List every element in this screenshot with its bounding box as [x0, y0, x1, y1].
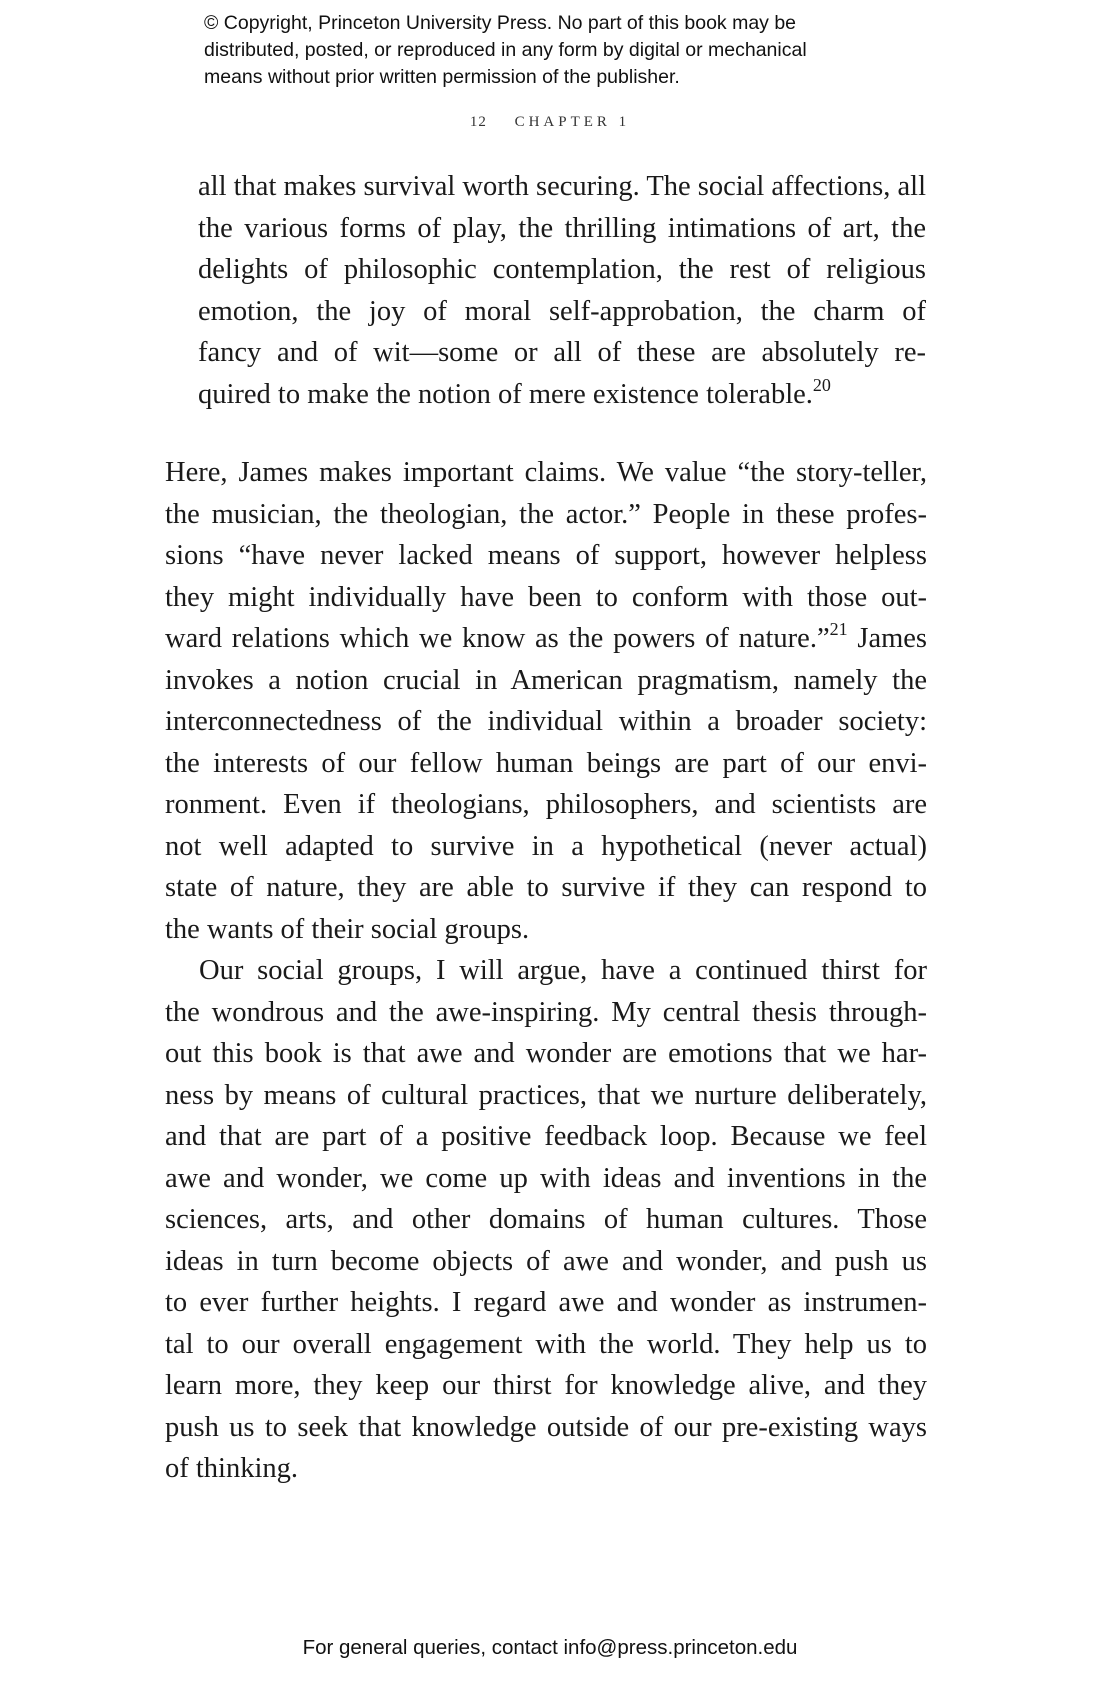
body-line: awe and wonder, we come up with ideas and inventions in the	[165, 1162, 927, 1194]
paragraph	[165, 452, 927, 950]
body-line: of thinking.	[165, 1453, 298, 1484]
quote-line: the various forms of play, the thrilling intimations of art, the	[198, 212, 926, 244]
quote-last-text: quired to make the notion of mere existence tolerable.	[198, 378, 813, 410]
copyright-line: © Copyright, Princeton University Press. No part of this book may be	[204, 12, 797, 34]
body-line-text: James	[847, 623, 928, 654]
body-line: tal to our overall engagement with the world. They help us to	[165, 1328, 927, 1360]
block-quote	[198, 166, 926, 415]
body-line: ideas in turn become objects of awe and wonder, and push us	[165, 1245, 927, 1277]
copyright-line: distributed, posted, or reproduced in any form by digital or mechanical	[204, 39, 807, 61]
body-line: the interests of our fellow human beings are part of our envi-	[165, 747, 927, 779]
footnote-marker: 21	[829, 619, 848, 639]
body-line: state of nature, they are able to survive if they can respond to	[165, 872, 927, 903]
quote-line: emotion, the joy of moral self-approbation, the charm of	[198, 295, 926, 327]
body-line: not well adapted to survive in a hypothetical (never actual)	[165, 830, 927, 862]
footnote-marker: 20	[812, 374, 831, 395]
quote-line: delights of philosophic contemplation, the rest of religious	[198, 254, 926, 285]
body-line: to ever further heights. I regard awe and wonder as instrumen-	[165, 1287, 927, 1318]
page-number: 12	[469, 114, 487, 130]
quote-line: all that makes survival worth securing. The social affections, all	[198, 171, 926, 202]
chapter-label: CHAPTER 1	[514, 114, 631, 130]
body-line: invokes a notion crucial in American pragmatism, namely the	[165, 664, 927, 696]
body-line: the wants of their social groups.	[165, 913, 530, 945]
body-line: Here, James makes important claims. We value “the story-teller,	[165, 457, 927, 488]
body-line	[165, 618, 927, 660]
footer-contact: For general queries, contact info@press.princeton.edu	[302, 1636, 798, 1659]
body-line: the wondrous and the awe-inspiring. My central thesis through-	[165, 996, 927, 1028]
quote-line: fancy and of wit—some or all of these are absolutely re-	[198, 337, 926, 368]
body-line: ronment. Even if theologians, philosophers, and scientists are	[165, 789, 927, 820]
body-line: they might individually have been to conform with those out-	[165, 581, 927, 613]
body-line: learn more, they keep our thirst for knowledge alive, and they	[165, 1370, 927, 1401]
body-line: and that are part of a positive feedback loop. Because we feel	[165, 1121, 927, 1152]
copyright-notice	[204, 10, 924, 91]
body-line: sciences, arts, and other domains of human cultures. Those	[165, 1204, 927, 1235]
body-line: sions “have never lacked means of support, however helpless	[165, 540, 927, 571]
copyright-line: means without prior written permission of the publisher.	[204, 66, 680, 88]
paragraph	[165, 950, 927, 1490]
body-line: push us to seek that knowledge outside of our pre-existing ways	[165, 1411, 927, 1443]
body-line: Our social groups, I will argue, have a continued thirst for	[199, 955, 927, 986]
running-head	[0, 114, 1100, 131]
body-line: ness by means of cultural practices, that we nurture deliberately,	[165, 1079, 927, 1111]
body-line: interconnectedness of the individual within a broader society:	[165, 706, 927, 737]
body-line: out this book is that awe and wonder are emotions that we har-	[165, 1038, 927, 1069]
body-line-text: ward relations which we know as the powers of nature.”	[165, 623, 830, 654]
quote-line	[198, 374, 926, 416]
body-text	[165, 452, 927, 1490]
body-line: the musician, the theologian, the actor.” People in these profes-	[165, 498, 927, 530]
